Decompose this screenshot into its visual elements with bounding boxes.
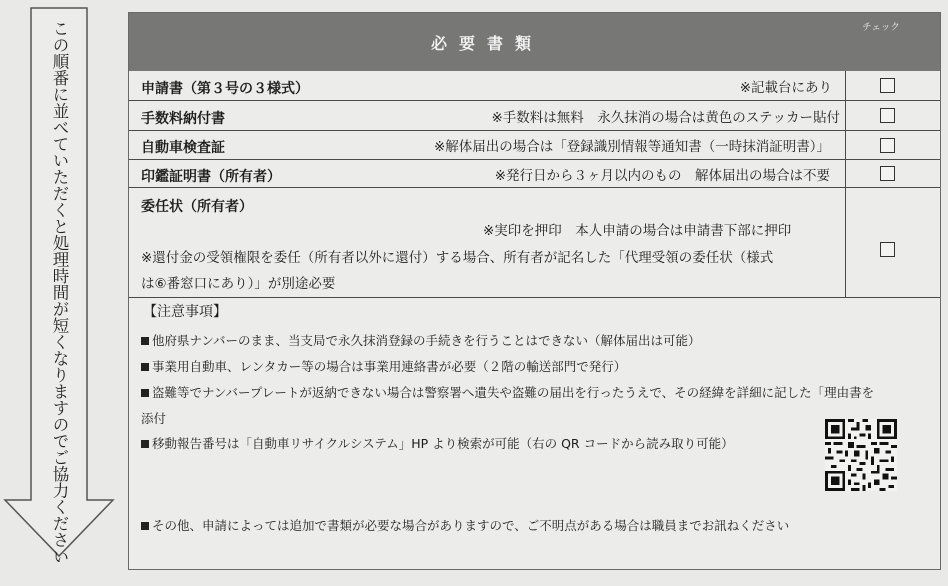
order-arrow bbox=[0, 0, 120, 586]
document-name: 手数料納付書 bbox=[141, 111, 225, 127]
bullet-square-icon bbox=[141, 440, 149, 448]
note-item: その他、申請によっては追加で書類が必要な場合がありますので、ご不明点がある場合は職員までお訊ねください bbox=[141, 516, 789, 534]
document-name: 委任状（所有者） bbox=[141, 199, 253, 215]
document-note-extra: は⑥番窓口にあり）」が別途必要 bbox=[141, 276, 336, 292]
document-note: ※実印を押印 本人申請の場合は申請書下部に押印 bbox=[483, 223, 792, 239]
document-note: ※解体届出の場合は「登録識別情報等通知書（一時抹消証明書）」 bbox=[433, 139, 830, 155]
document-name: 自動車検査証 bbox=[141, 140, 225, 156]
check-column-label: チェック bbox=[862, 22, 900, 33]
document-checkbox[interactable] bbox=[880, 138, 895, 153]
document-name: 印鑑証明書（所有者） bbox=[141, 169, 281, 185]
panel-header bbox=[129, 13, 940, 71]
document-note: ※記載台にあり bbox=[739, 80, 832, 96]
note-item: 事業用自動車、レンタカー等の場合は事業用連絡書が必要（２階の輸送部門で発行） bbox=[141, 357, 626, 375]
document-row bbox=[129, 160, 940, 188]
side-note: この順番に並べていただくと処理時間が短くなりますのでご協力ください bbox=[50, 20, 69, 565]
document-row bbox=[129, 188, 940, 298]
panel-title: 必要書類 bbox=[430, 34, 543, 53]
notes-title: 【注意事項】 bbox=[143, 304, 227, 320]
document-row bbox=[129, 131, 940, 160]
qr-code-icon[interactable] bbox=[825, 417, 897, 493]
bullet-square-icon bbox=[141, 389, 149, 397]
note-item: 盗難等でナンバープレートが返納できない場合は警察署へ遺失や盗難の届出を行ったうえで、その経緯を詳細に記した「理由書を bbox=[141, 383, 874, 401]
document-row bbox=[129, 101, 940, 131]
document-note: ※発行日から３ヶ月以内のもの 解体届出の場合は不要 bbox=[494, 168, 830, 184]
required-documents-panel bbox=[128, 12, 941, 570]
document-note: ※手数料は無料 永久抹消の場合は黄色のステッカー貼付 bbox=[491, 110, 840, 126]
document-checkbox[interactable] bbox=[880, 78, 895, 93]
document-note-extra: ※還付金の受領権限を委任（所有者以外に還付）する場合、所有者が記名した「代理受領の委任状（様式 bbox=[141, 250, 774, 266]
document-row bbox=[129, 71, 940, 101]
bullet-square-icon bbox=[141, 337, 149, 345]
document-checkbox[interactable] bbox=[880, 242, 895, 257]
document-checkbox[interactable] bbox=[880, 108, 895, 123]
document-name: 申請書（第３号の３様式） bbox=[141, 81, 309, 97]
bullet-square-icon bbox=[141, 363, 149, 371]
document-checkbox[interactable] bbox=[880, 166, 895, 181]
note-item-continued: 添付 bbox=[141, 411, 167, 426]
note-item: 他府県ナンバーのまま、当支局で永久抹消登録の手続きを行うことはできない（解体届出は可能） bbox=[141, 331, 701, 349]
bullet-square-icon bbox=[141, 522, 149, 530]
note-item: 移動報告番号は「自動車リサイクルシステム」HP より検索が可能（右の QR コードから読み取り可能） bbox=[141, 434, 734, 452]
